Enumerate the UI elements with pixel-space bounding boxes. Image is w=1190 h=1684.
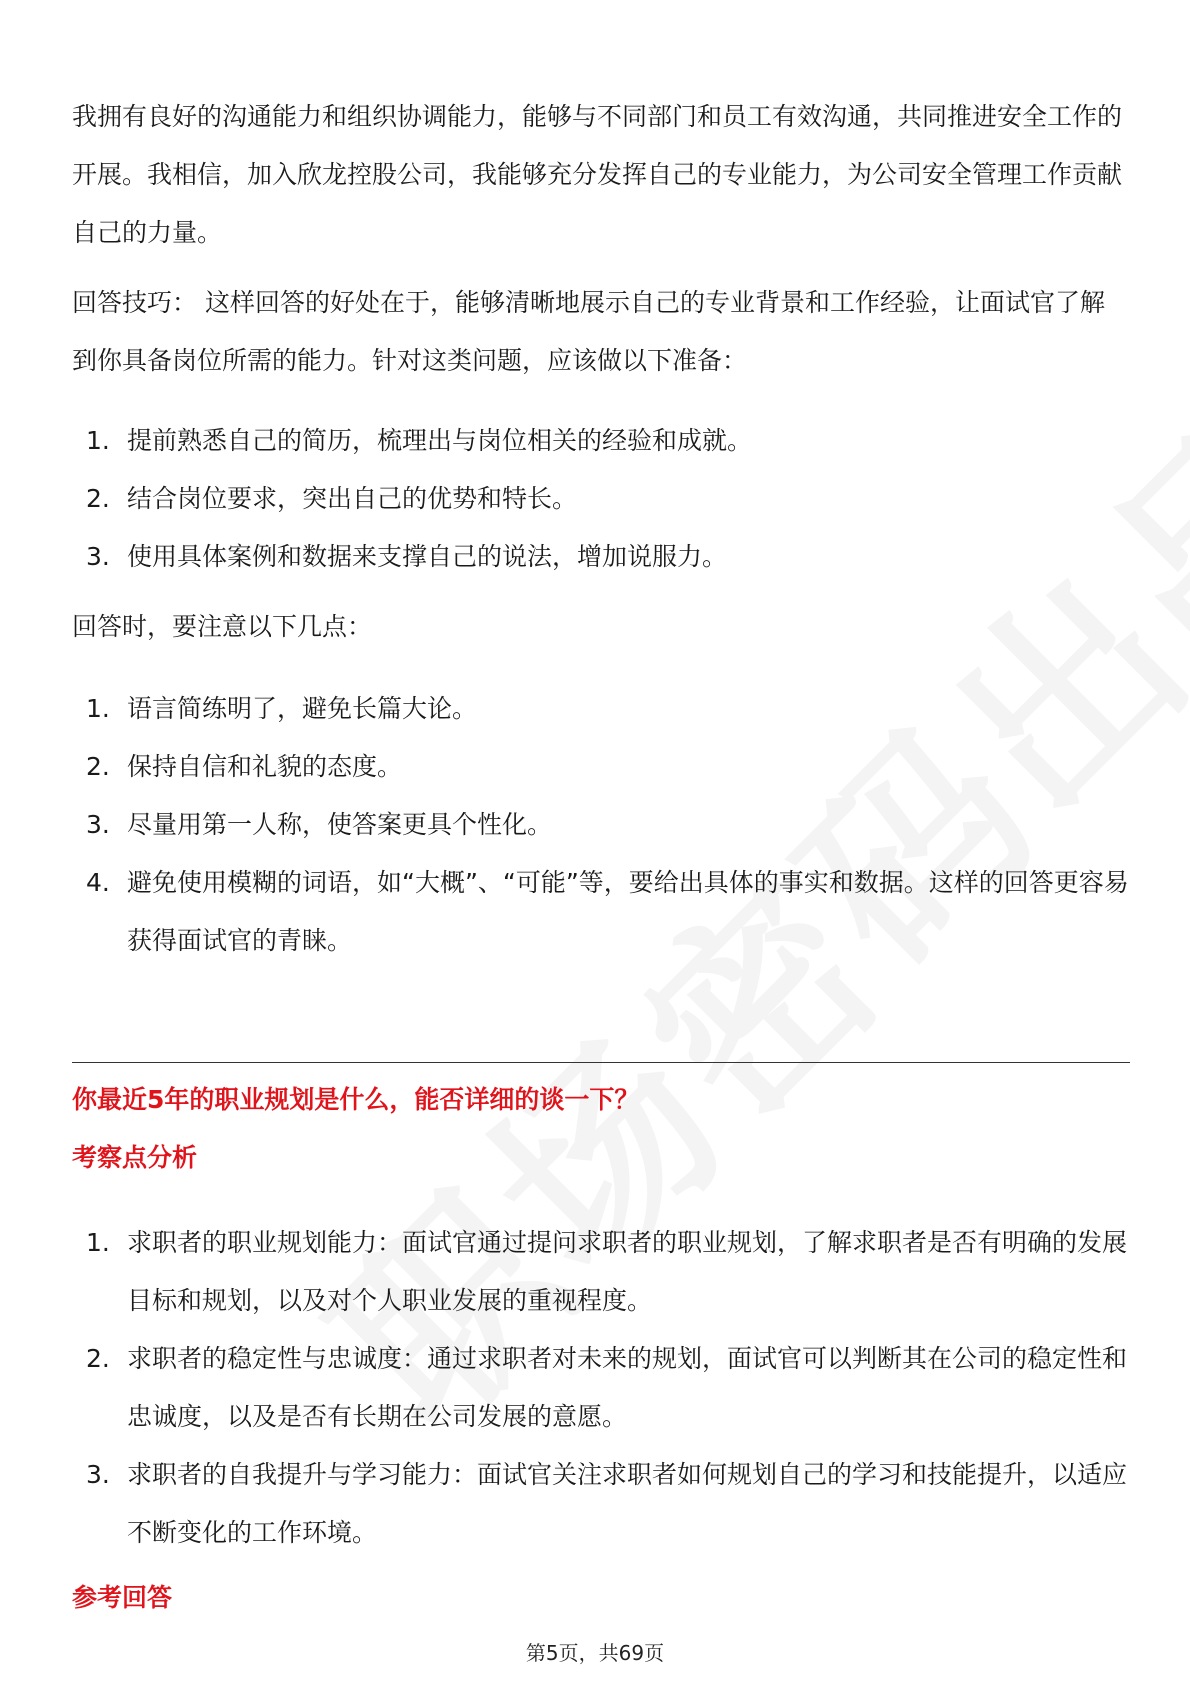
list-item: 2. 求职者的稳定性与忠诚度：通过求职者对未来的规划，面试官可以判断其在公司的稳定性和忠诚度，以及是否有长期在公司发展的意愿。 bbox=[86, 1344, 1128, 1431]
question-heading: 你最近5年的职业规划是什么，能否详细的谈一下？ bbox=[72, 1085, 640, 1114]
list-item: 2. 保持自信和礼貌的态度。 bbox=[86, 752, 403, 781]
analysis-heading: 考察点分析 bbox=[72, 1143, 198, 1172]
list-item: 3. 使用具体案例和数据来支撑自己的说法，增加说服力。 bbox=[86, 542, 728, 571]
list-item: 2. 结合岗位要求，突出自己的优势和特长。 bbox=[86, 484, 578, 513]
analysis-list bbox=[72, 1214, 1130, 1562]
list-item: 4. 避免使用模糊的词语，如“大概”、“可能”等，要给出具体的事实和数据。这样的回答更容易获得面试官的青睐。 bbox=[86, 868, 1129, 955]
tips-paragraph: 回答技巧： 这样回答的好处在于，能够清晰地展示自己的专业背景和工作经验，让面试官了解到你具备岗位所需的能力。针对这类问题，应该做以下准备： bbox=[72, 288, 1105, 375]
list-item: 3. 尽量用第一人称，使答案更具个性化。 bbox=[86, 810, 553, 839]
notes-heading: 回答时，要注意以下几点： bbox=[72, 612, 373, 641]
list-item: 1. 求职者的职业规划能力：面试官通过提问求职者的职业规划，了解求职者是否有明确的发展目标和规划，以及对个人职业发展的重视程度。 bbox=[86, 1228, 1128, 1315]
section-divider bbox=[72, 1062, 1130, 1063]
intro-paragraph: 我拥有良好的沟通能力和组织协调能力，能够与不同部门和员工有效沟通，共同推进安全工作的开展。我相信，加入欣龙控股公司，我能够充分发挥自己的专业能力，为公司安全管理工作贡献自己的力量。 bbox=[72, 102, 1123, 247]
notes-list bbox=[72, 680, 1130, 970]
list-item: 1. 提前熟悉自己的简历，梳理出与岗位相关的经验和成就。 bbox=[86, 426, 753, 455]
list-item: 3. 求职者的自我提升与学习能力：面试官关注求职者如何规划自己的学习和技能提升，以适应不断变化的工作环境。 bbox=[86, 1460, 1128, 1547]
prep-list bbox=[72, 412, 1130, 586]
list-item: 1. 语言简练明了，避免长篇大论。 bbox=[86, 694, 478, 723]
reference-heading: 参考回答 bbox=[72, 1583, 173, 1612]
page-number: 第5页，共69页 bbox=[525, 1641, 665, 1665]
